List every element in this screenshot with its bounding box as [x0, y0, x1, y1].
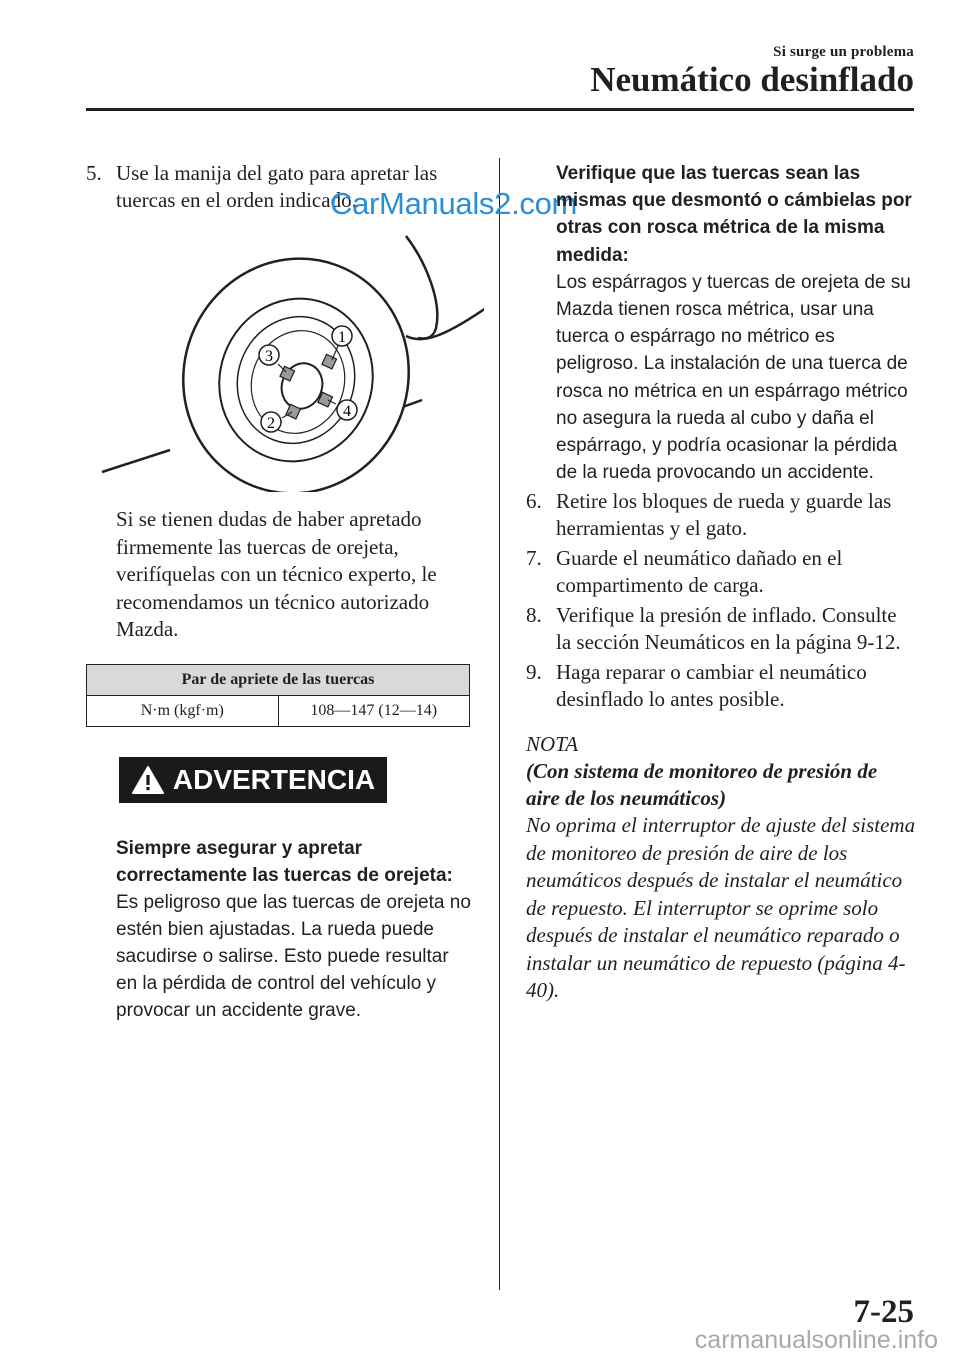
step-8-text: Verifique la presión de inflado. Consulte la sección Neumáticos en la página 9-12.	[556, 603, 901, 655]
order-label-3: 3	[265, 348, 273, 365]
torque-value-cell: 108—147 (12—14)	[278, 695, 470, 726]
warning-heading: Siempre asegurar y apretar correctamente las tuercas de orejeta:	[116, 837, 453, 886]
step-7	[526, 545, 916, 599]
step-5-number: 5.	[86, 161, 102, 185]
warning-text	[86, 835, 472, 1024]
header-section-label: Si surge un problema	[773, 44, 914, 60]
warning-badge	[119, 757, 387, 803]
torque-table-header: Par de apriete de las tuercas	[87, 664, 470, 695]
warning-label: ADVERTENCIA	[172, 763, 376, 795]
warning-triangle-icon	[131, 765, 165, 795]
body-panel-line	[406, 308, 484, 339]
step-9-number: 9.	[526, 660, 542, 685]
verify-body: Los espárragos y tuercas de orejeta de su Mazda tienen rosca métrica, usar una tuerca o espárrago no métrico es peligroso. La instalación de una tuerca de rosca no métrica en un espárrago métrico no asegura la rueda al cubo y daña el espárrago, y podría ocasionar la pérdida de la rueda provocando un accidente.	[556, 271, 911, 484]
step-7-number: 7.	[526, 546, 542, 571]
order-label-1: 1	[338, 329, 346, 346]
right-column	[526, 160, 916, 1005]
step-9	[526, 659, 916, 713]
note-title: (Con sistema de monitoreo de presión de aire de los neumáticos)	[526, 759, 878, 811]
order-label-2: 2	[267, 415, 275, 432]
warning-body: Es peligroso que las tuercas de orejeta no estén bien ajustadas. La rueda puede sacudirse o salirse. Esto puede resultar en la pérdida de control del vehículo y provocar un accidente grave.	[116, 891, 471, 1021]
left-column	[86, 160, 472, 1024]
step-6	[526, 488, 916, 542]
torque-unit-cell: N·m (kgf·m)	[87, 695, 279, 726]
torque-table	[86, 664, 470, 727]
order-label-4: 4	[343, 403, 351, 420]
ground-line	[102, 450, 170, 472]
step-8	[526, 602, 916, 656]
verify-block	[526, 160, 916, 486]
step-7-text: Guarde el neumático dañado en el compartimento de carga.	[556, 546, 843, 598]
verify-heading: Verifique que las tuercas sean las mismas que desmontó o cámbielas por otras con rosca métrica de la misma medida:	[556, 163, 912, 266]
step-6-text: Retire los bloques de rueda y guarde las herramientas y el gato.	[556, 489, 892, 541]
wheel-tightening-figure	[100, 232, 484, 492]
page-number: 7-25	[853, 1294, 914, 1330]
note-body: No oprima el interruptor de ajuste del sistema de monitoreo de presión de aire de los neumáticos después de instalar el neumático de repuesto. El interruptor se oprime solo después de instalar el neumático reparado o instalar un neumático de repuesto (página 4-40).	[526, 813, 916, 1003]
fender-outline	[406, 236, 437, 339]
note-label: NOTA	[526, 732, 579, 757]
header-rule	[86, 108, 914, 111]
page-title: Neumático desinflado	[590, 60, 914, 99]
watermark-text: CarManuals2.com	[330, 186, 578, 221]
step-6-number: 6.	[526, 489, 542, 514]
step-9-text: Haga reparar o cambiar el neumático desinflado lo antes posible.	[556, 660, 867, 712]
step-5-text: Use la manija del gato para apretar las tuercas en el orden indicado.	[116, 161, 438, 212]
column-divider	[499, 158, 500, 1290]
footer-url: carmanualsonline.info	[694, 1326, 938, 1354]
step-8-number: 8.	[526, 603, 542, 628]
check-paragraph: Si se tienen dudas de haber apretado firmemente las tuercas de orejeta, verifíquelas con un técnico experto, le recomendamos un técnico autorizado Mazda.	[116, 507, 437, 641]
